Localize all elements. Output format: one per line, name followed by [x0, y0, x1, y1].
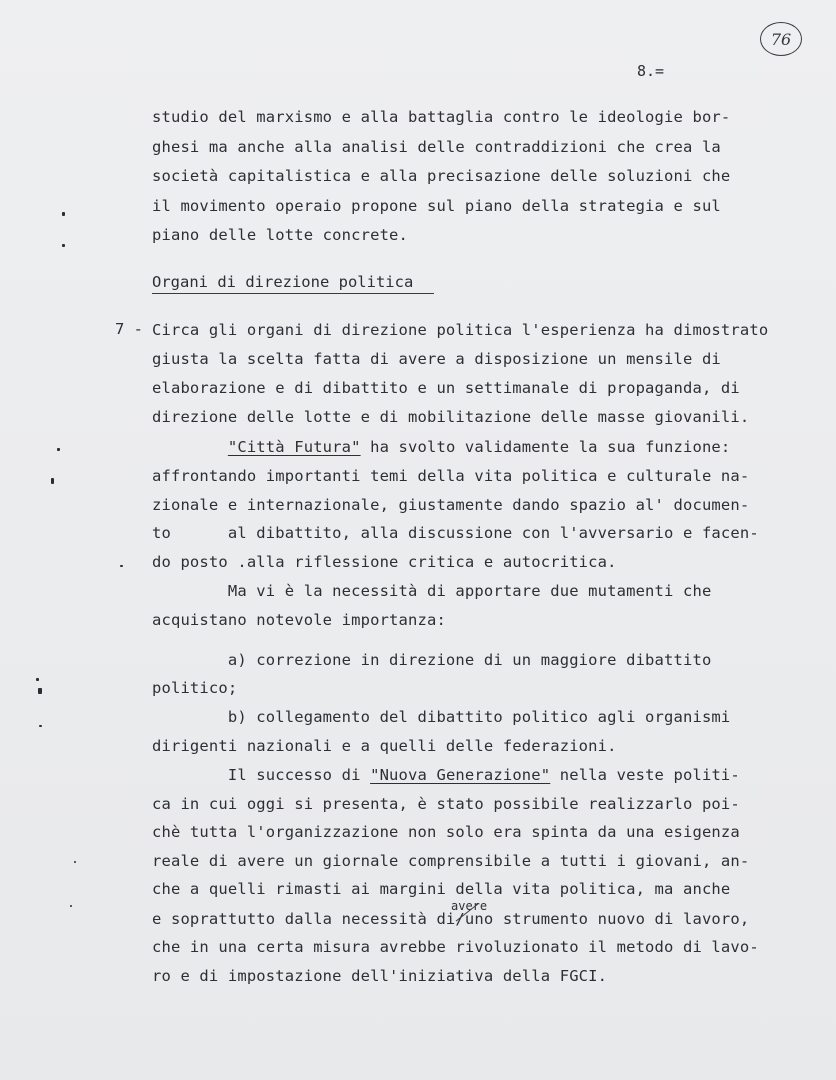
body-line: affrontando importanti temi della vita politica e culturale na- [152, 467, 750, 485]
body-line: chè tutta l'organizzazione non solo era spinta da una esigenza [152, 823, 740, 841]
body-line: ca in cui oggi si presenta, è stato possibile realizzarlo poi- [152, 795, 740, 813]
paragraph-line: società capitalistica e alla precisazione delle soluzioni che [152, 167, 731, 185]
item-number: 7 - [115, 320, 143, 338]
body-line: Ma vi è la necessità di apportare due mutamenti che [152, 582, 712, 600]
margin-mark [57, 448, 60, 451]
margin-mark [62, 212, 65, 216]
margin-mark [70, 905, 72, 907]
heading-underline [152, 293, 434, 294]
archive-stamp: 76 [760, 22, 802, 56]
body-line: che in una certa misura avrebbe rivoluzionato il metodo di lavo- [152, 938, 759, 956]
body-text: ha svolto validamente la sua funzione: [360, 438, 731, 456]
body-line: zionale e internazionale, giustamente dando spazio al' documen- [152, 496, 750, 514]
section-heading: Organi di direzione politica [152, 273, 414, 291]
body-line: do posto .alla riflessione critica e autocritica. [152, 553, 617, 571]
handwritten-insertion: avere [451, 899, 488, 913]
indent [152, 438, 228, 456]
margin-mark [120, 565, 123, 567]
body-line: dirigenti nazionali e a quelli delle federazioni. [152, 737, 617, 755]
body-line [152, 437, 730, 457]
body-line: direzione delle lotte e di mobilitazione delle masse giovanili. [152, 408, 750, 426]
paragraph-line: piano delle lotte concrete. [152, 226, 409, 244]
journal-title: "Città Futura" [227, 438, 361, 456]
body-line: ro e di impostazione dell'iniziativa della FGCI. [152, 967, 608, 985]
body-text: nella veste politi- [550, 766, 740, 784]
body-line: acquistano notevole importanza: [152, 611, 446, 629]
body-line: che a quelli rimasti ai margini della vita politica, ma anche [152, 880, 731, 898]
margin-mark [51, 478, 54, 484]
journal-title: "Nuova Generazione" [370, 766, 551, 784]
body-line: a) correzione in direzione di un maggiore dibattito [152, 651, 712, 669]
margin-mark [38, 688, 42, 694]
body-line: to al dibattito, alla discussione con l'avversario e facen- [152, 524, 759, 542]
body-line: b) collegamento del dibattito politico agli organismi [152, 708, 731, 726]
margin-mark [39, 725, 42, 727]
body-line: e soprattutto dalla necessità di/uno strumento nuovo di lavoro, [152, 910, 750, 928]
body-line [152, 765, 740, 785]
body-line: Circa gli organi di direzione politica l'esperienza ha dimostrato [152, 321, 769, 339]
body-line: giusta la scelta fatta di avere a disposizione un mensile di [152, 350, 721, 368]
body-line: elaborazione e di dibattito e un settimanale di propaganda, di [152, 379, 740, 397]
indent: Il successo di [152, 766, 371, 784]
paragraph-line: studio del marxismo e alla battaglia contro le ideologie bor- [152, 108, 731, 126]
paragraph-line: ghesi ma anche alla analisi delle contraddizioni che crea la [152, 138, 721, 156]
body-line: reale di avere un giornale comprensibile a tutti i giovani, an- [152, 852, 750, 870]
paragraph-line: il movimento operaio propone sul piano della strategia e sul [152, 197, 721, 215]
page-number: 8.= [637, 62, 665, 80]
body-line: politico; [152, 679, 238, 697]
margin-mark [36, 678, 39, 681]
margin-mark [62, 244, 65, 247]
margin-mark [74, 861, 76, 863]
